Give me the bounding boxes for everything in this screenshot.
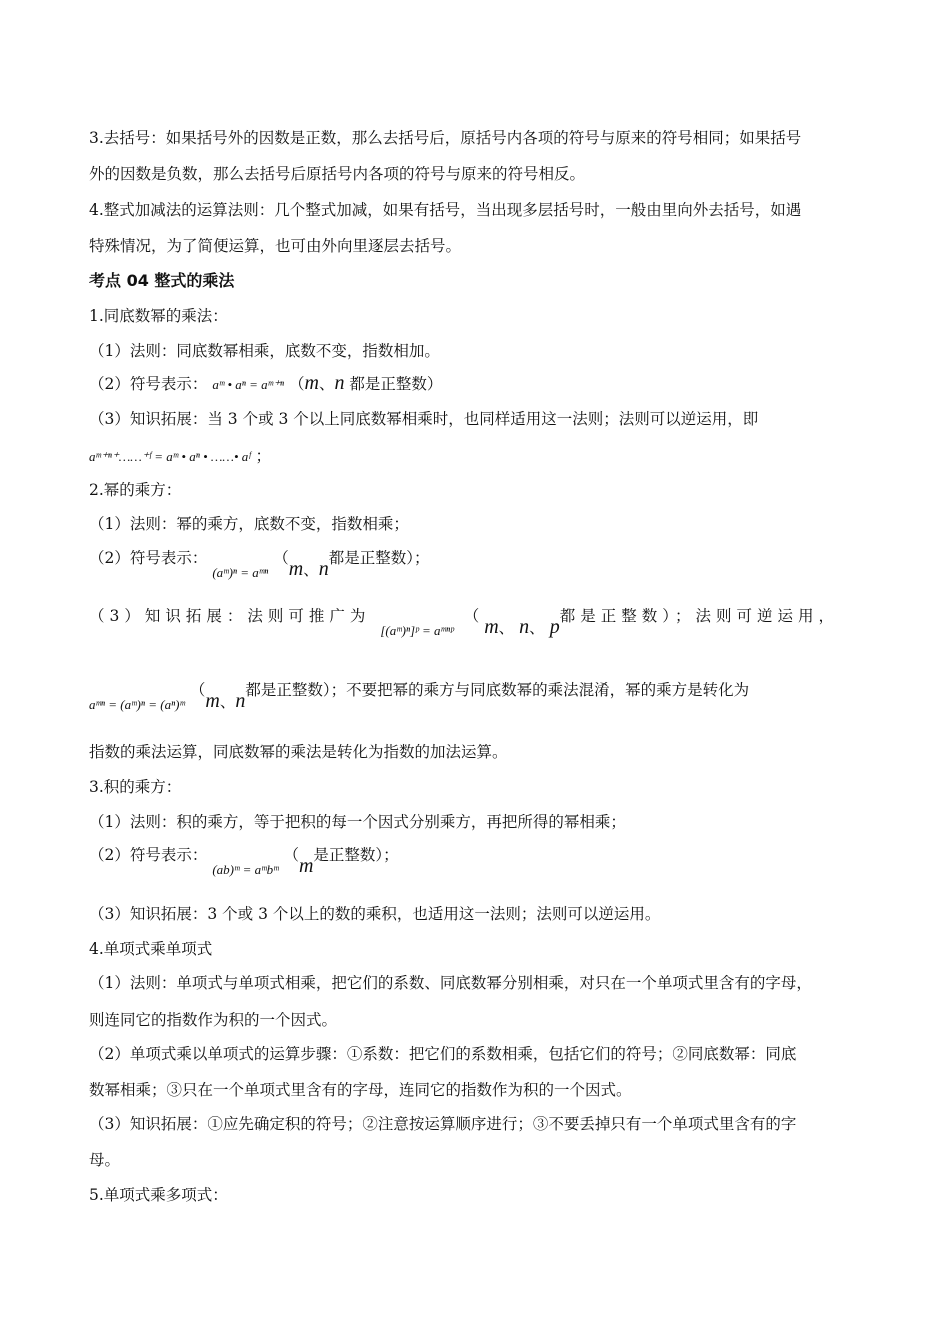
sep: 、 [498, 619, 520, 637]
semicolon: ； [255, 447, 272, 465]
extension-mono-mono-2: 母。 [89, 1151, 121, 1169]
formula-same-base: aᵐ • aⁿ = aᵐ⁺ⁿ [212, 377, 285, 392]
var-m: m [484, 616, 499, 638]
formula-product-power: (ab)ᵐ = aᵐbᵐ [212, 862, 279, 877]
paren: （ [273, 549, 289, 567]
paren: （ [463, 607, 485, 625]
note: 都是正整数）； [328, 549, 430, 567]
inverse-power-of-power [89, 678, 750, 712]
label: （2）符号表示： [89, 846, 208, 864]
subsection-power-of-power: 2.幂的乘方： [89, 481, 182, 499]
steps-mono-mono-1: （2）单项式乘以单项式的运算步骤：①系数：把它们的系数相乘，包括它们的符号；②同底数幂：同底 [89, 1045, 797, 1063]
rule-same-base: （1）法则：同底数幂相乘，底数不变，指数相加。 [89, 342, 440, 360]
rule-mono-mono-2: 则连同它的指数作为积的一个因式。 [89, 1011, 338, 1029]
note: 都是正整数）；不要把幂的乘方与同底数幂的乘法混淆，幂的乘方是转化为 [245, 681, 750, 699]
var-n: n [334, 372, 345, 394]
var-m: m [298, 855, 314, 877]
note: 是正整数）； [313, 846, 399, 864]
para-add-sub-rule-2: 特殊情况，为了简便运算，也可由外向里逐层去括号。 [89, 237, 462, 255]
var-n: n [318, 558, 329, 580]
extension-power-of-power [89, 604, 839, 638]
symbol-power-of-power [89, 546, 430, 580]
note: 都是正整数） [344, 375, 443, 393]
paren: （ [288, 375, 305, 393]
var-n: n [519, 616, 530, 638]
note-power-of-power: 指数的乘法运算，同底数幂的乘法是转化为指数的加法运算。 [89, 743, 508, 761]
var-m: m [205, 690, 220, 712]
extension-same-base: （3）知识拓展：当 3 个或 3 个以上同底数幂相乘时，也同样适用这一法则；法则可以逆运用，即 [89, 410, 759, 428]
symbol-product-power [89, 843, 399, 877]
subsection-product-power: 3.积的乘方： [89, 778, 182, 796]
note: 都是正整数）；法则可逆运用， [559, 607, 839, 625]
formula-extended: aᵐ⁺ⁿ⁺……⁺ᶠ = aᵐ • aⁿ • ……• aᶠ [89, 449, 251, 464]
paren: （ [189, 681, 206, 699]
sep: 、 [303, 561, 319, 579]
symbol-same-base [89, 372, 442, 395]
subsection-same-base-power: 1.同底数幂的乘法： [89, 307, 228, 325]
rule-mono-mono-1: （1）法则：单项式与单项式相乘，把它们的系数、同底数幂分别相乘，对只在一个单项式里含有的字母， [89, 974, 812, 992]
var-m: m [304, 372, 319, 394]
formula-generalized: [(aᵐ)ⁿ]ᵖ = aᵐⁿᵖ [380, 623, 454, 638]
extension-product-power: （3）知识拓展：3 个或 3 个以上的数的乘积，也适用这一法则；法则可以逆运用。 [89, 905, 661, 923]
label: （2）符号表示： [89, 549, 208, 567]
rule-product-power: （1）法则：积的乘方，等于把积的每一个因式分别乘方，再把所得的幂相乘； [89, 813, 626, 831]
label: （3）知识拓展：法则可推广为 [89, 607, 371, 625]
var-n: n [235, 690, 246, 712]
formula-power-of-power: (aᵐ)ⁿ = aᵐⁿ [212, 565, 269, 580]
extension-formula [89, 444, 271, 466]
paren: （ [283, 846, 299, 864]
sep: 、 [219, 693, 236, 711]
steps-mono-mono-2: 数幂相乘；③只在一个单项式里含有的字母，连同它的指数作为积的一个因式。 [89, 1081, 632, 1099]
extension-mono-mono-1: （3）知识拓展：①应先确定积的符号；②注意按运算顺序进行；③不要丢掉只有一个单项式里含有的字 [89, 1115, 797, 1133]
sep: 、 [529, 619, 550, 637]
var-m: m [288, 558, 304, 580]
label: （2）符号表示： [89, 375, 208, 393]
rule-power-of-power: （1）法则：幂的乘方，底数不变，指数相乘； [89, 515, 409, 533]
section-heading: 考点 04 整式的乘法 [89, 271, 235, 290]
formula-inverse: aᵐⁿ = (aᵐ)ⁿ = (aⁿ)ᵐ [89, 697, 185, 712]
sep: 、 [318, 375, 335, 393]
subsection-mono-mono: 4.单项式乘单项式 [89, 940, 213, 958]
para-add-sub-rule-1: 4.整式加减法的运算法则：几个整式加减，如果有括号，当出现多层括号时，一般由里向外去括号，如遇 [89, 201, 802, 219]
para-remove-brackets-1: 3.去括号：如果括号外的因数是正数，那么去括号后，原括号内各项的符号与原来的符号相同；如果括号 [89, 129, 802, 147]
var-p: p [549, 616, 560, 638]
subsection-mono-poly: 5.单项式乘多项式： [89, 1186, 228, 1204]
para-remove-brackets-2: 外的因数是负数，那么去括号后原括号内各项的符号与原来的符号相反。 [89, 165, 586, 183]
